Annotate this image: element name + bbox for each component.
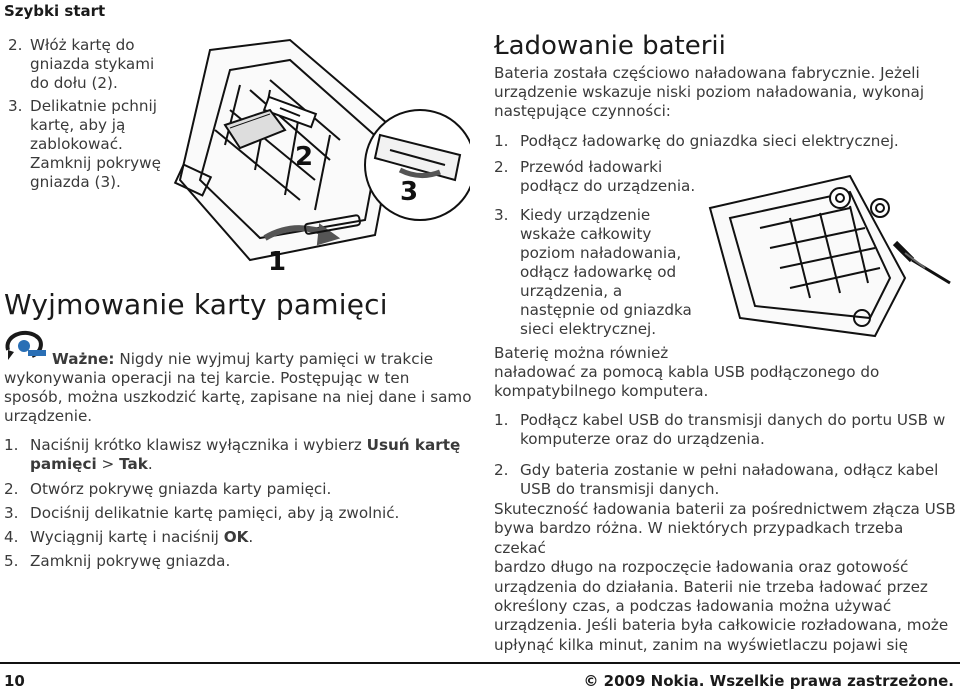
usb-closing-paragraph: Skuteczność ładowania baterii za pośrednictwem złącza USB bywa bardzo różna. W niektórych przypadkach trzeba czekać bardzo długo na rozpoczęcie ładowania oraz gotowość urządzenia do działania. Baterii nie trzeba ładować przez określony czas, a podczas ładowania można używać urządzenia. Jeśli bateria była całkowicie rozładowana, może upłynąć kilka minut, zanim na wyświetlaczu pojawi się [494,500,956,654]
copyright: © 2009 Nokia. Wszelkie prawa zastrzeżone. [583,672,954,690]
usb-intro: Baterię można również naładować za pomocą kabla USB podłączonego do kompatybilnego komputera. [494,344,880,400]
charging-step-2: 2. Przewód ładowarki podłącz do urządzenia. [494,158,696,195]
charging-step-1: 1. Podłącz ładowarkę do gniazdka sieci elektrycznej. [494,132,899,150]
figure-label-2: 2 [295,142,314,172]
charging-intro: Bateria została częściowo naładowana fabrycznie. Jeżeli urządzenie wskazuje niski poziom naładowania, wykonaj następujące czynności: [494,64,925,120]
remove-step-1: 1. Naciśnij krótko klawisz wyłącznika i wybierz Usuń kartę pamięci > Tak. [4,436,461,473]
remove-step-4: 4. Wyciągnij kartę i naciśnij OK. [4,528,254,546]
charger-illustration [700,168,958,344]
remove-step-2: 2. Otwórz pokrywę gniazda karty pamięci. [4,480,332,498]
usb-step-1: 1. Podłącz kabel USB do transmisji danych do portu USB w komputerze oraz do urządzenia. [494,411,946,448]
charging-title: Ładowanie baterii [494,31,726,61]
charging-step-3: 3. Kiedy urządzenie wskaże całkowity poziom naładowania, odłącz ładowarkę od urządzenia, a następnie od gniazdka sieci elektrycznej. [494,206,692,338]
remove-step-3: 3. Dociśnij delikatnie kartę pamięci, aby ją zwolnić. [4,504,400,522]
usb-steps [494,411,956,505]
remove-step-5: 5. Zamknij pokrywę gniazda. [4,552,231,570]
remove-card-title: Wyjmowanie karty pamięci [4,288,388,321]
note-label: Ważne: [52,350,115,368]
insert-steps: 2. Włóż kartę do gniazda stykami do dołu (2). 3. Delikatnie pchnij kartę, aby ją zablokować. Zamknij pokrywę gniazda (3). [8,36,188,97]
memory-card-illustration [170,30,470,280]
remove-steps [4,436,474,576]
footer-rule [0,662,960,664]
insert-step-2: 2. Włóż kartę do gniazda stykami do dołu (2). [8,36,155,92]
page-number: 10 [4,672,25,690]
usb-step-2: 2. Gdy bateria zostanie w pełni naładowana, odłącz kabel USB do transmisji danych. [494,461,939,498]
figure-label-3: 3 [400,177,419,207]
figure-label-1: 1 [268,247,287,277]
section-header: Szybki start [4,2,106,20]
important-note: Ważne: Nigdy nie wyjmuj karty pamięci w trakcie wykonywania operacji na tej karcie. Postępując w ten sposób, można uszkodzić kartę, zapisane na niej dane i samo urządzenie. [4,350,472,425]
